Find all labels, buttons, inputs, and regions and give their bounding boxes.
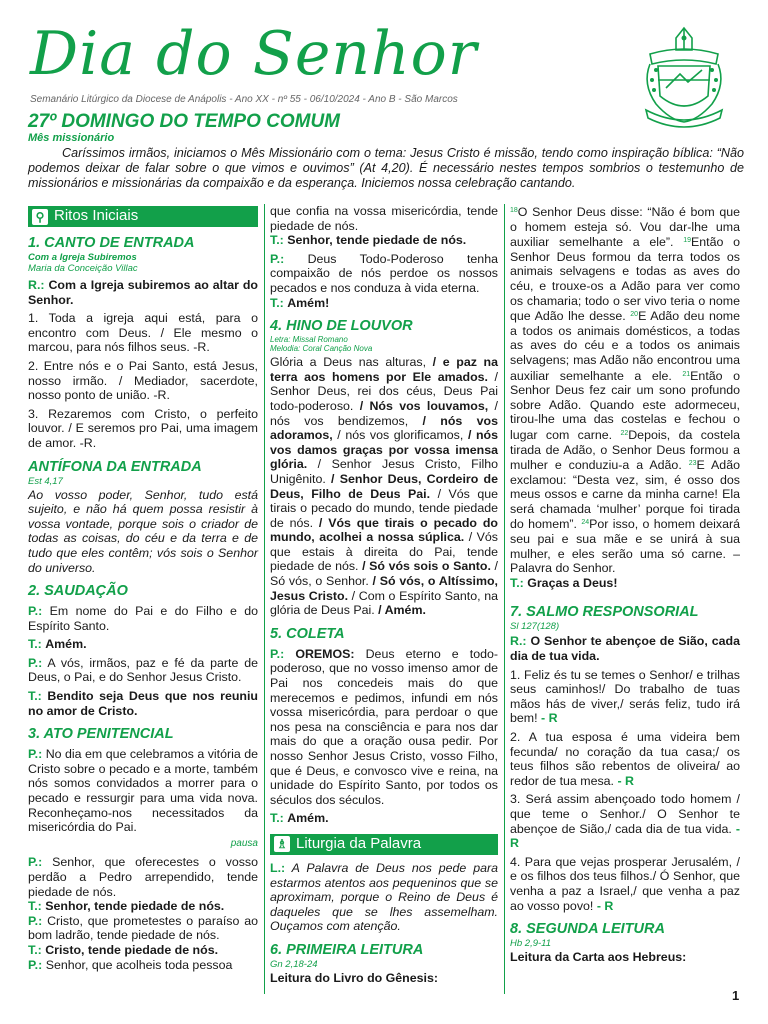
mes-missionario: Mês missionário [28,132,115,144]
intro-text: Caríssimos irmãos, iniciamos o Mês Missionário com o tema: Jesus Cristo é missão, tendo como inspiração bíblica: “Não podemos deixar de falar sobre o que vimos e ouvimos” (At 4,20). É necessário nestes tempos sombrios o testemunho de missionários e missionárias da compaixão e da esperança. Iniciemos nossa celebração cantando. [28,146,744,190]
hino-letra: Letra: Missal Romano [270,335,348,345]
stanza: 1. Toda a igreja aqui está, para o encontro com Deus. / Ele mesmo o marcou, para nós filhos seus. -R. [28,311,258,355]
stanza: 4. Para que vejas prosperar Jerusalém, / e os filhos dos teus filhos./ Ó Senhor, que venha a paz a Israel,/ que venha a paz ao vosso povo! - R [510,854,740,913]
primeira-ref: Gn 2,18-24 [270,958,318,970]
antifona-text: Ao vosso poder, Senhor, tudo está sujeito, e não há quem possa resistir à vossa vontade, porque sois o criador de todas as coisas, do céu e da terra e de tudo que eles contêm; vós sois o Senhor do universo. [28,487,258,575]
segunda-ref: Hb 2,9-11 [510,938,552,950]
section-band-ritos [28,206,258,227]
column-2 [270,204,498,986]
continued-text: que confia na vossa misericórdia, tende piedade de nós. [270,204,498,233]
column-1 [28,204,258,972]
heading-saudacao: 2. SAUDAÇÃO [28,583,128,600]
antifona-ref: Est 4,17 [28,475,63,487]
heading-antifona: ANTÍFONA DA ENTRADA [28,458,202,475]
dialogue-line: T.: Graças a Deus! [510,575,618,590]
dialogue-line: P.: No dia em que celebramos a vitória de Cristo sobre o pecado e a morte, também nós somos convidados a morrer para o pecado e ressurgir para uma vida nova. Reconheçamo-nos necessitados da misericórdia do Pai. [28,747,258,835]
reading-figure-icon: ♗ [274,836,290,852]
sunday-title: 27º DOMINGO DO TEMPO COMUM [28,111,341,132]
dialogue-line: T.: Cristo, tende piedade de nós. [28,942,219,957]
column-3 [510,204,740,965]
dialogue-line: T.: Amém. [270,811,329,826]
stanza: 2. A tua esposa é uma videira bem fecunda/ no coração da tua casa;/ os teus filhos são rebentos de oliveira/ ao redor de tua mesa. - R [510,730,740,788]
stanza: 2. Entre nós e o Pai Santo, está Jesus, nosso irmão. / Mediador, sacerdote, nosso ponto de união. -R. [28,358,258,403]
heading-segunda-leitura: 8. SEGUNDA LEITURA [510,921,665,938]
reading-text: $^{18}$O Senhor Deus disse: “Não é bom que o homem esteja só. Vou dar-lhe uma auxiliar semelhante a ele”. $^{19}$Então o Senhor Deus formou da terra todos os animais selvagens e todas as aves do céu, e trouxe-os a Adão para ver como os chamaria; todo o ser vivo teria o nome que Adão lhe desse. $^{20}$E Adão deu nome a todos os animais domésticos, a todas as aves do céu e a todos os animais selvagens; mas Adão não encontrou uma auxiliar semelhante a ele. $^{21}$Então o Senhor Deus fez cair um sono profundo sobre Adão. Quando este adormeceu, tirou-lhe uma das costelas e fechou o lugar com carne. $^{22}$Depois, da costela tirada de Adão, o Senhor Deus formou a mulher e conduziu-a a Adão. $^{23}$E Adão exclamou: “Desta vez, sim, é osso dos meus ossos e carne da minha carne! Ela será chamada ‘mulher’ porque foi tirada do homem”. $^{24}$Por isso, o homem deixará seu pai e sua mãe e se unirá à sua mulher, e eles serão uma só carne. – Palavra do Senhor. [510,205,740,576]
dialogue-line: T.: Senhor, tende piedade de nós. [270,233,467,248]
heading-primeira-leitura: 6. PRIMEIRA LEITURA [270,941,424,958]
masthead-title: Dia do Senhor [30,19,478,89]
dialogue-line: T.: Senhor, tende piedade de nós. [28,899,225,914]
band-label: Liturgia da Palavra [296,835,422,853]
header-block [28,112,744,191]
hino-text: Glória a Deus nas alturas, / e paz na terra aos homens por Ele amados. / Senhor Deus, rei dos céus, Deus Pai todo-poderoso. / Nós vos louvamos, / nós vos bendizemos, / nós vos adoramos, / nós vos glorificamos, / nós vos damos graças por vossa imensa glória. / Senhor Jesus Cristo, Filho Unigênito. / Senhor Deus, Cordeiro de Deus, Filho de Deus Pai. / Vós que tirais o pecado do mundo, tende piedade de nós. / Vós que tirais o pecado do mundo, acolhei a nossa súplica. / Vós que estais à direita do Pai, tende piedade de nós. / Só vós sois o Santo. / Só vós, o Senhor. / Só vós, o Altíssimo, Jesus Cristo. / Com o Espírito Santo, na glória de Deus Pai. / Amém. [270,355,499,618]
stanza: 1. Feliz és tu se temes o Senhor/ e trilhas seus caminhos!/ Do trabalho de tuas mãos hás de viver,/ serás feliz, tudo irá bem! - R [510,667,740,726]
stanza: 3. Será assim abençoado todo homem / que teme o Senhor./ O Senhor te abençoe de Sião,/ cada dia de tua vida. - R [510,792,740,851]
band-label: Ritos Iniciais [54,207,139,225]
masthead-subtitle: Semanário Litúrgico da Diocese de Anápolis - Ano XX - nº 55 - 06/10/2024 - Ano B - São Marcos [30,94,458,105]
pausa-note: pausa [230,837,258,849]
stanza: 3. Rezaremos com Cristo, o perfeito louvor. / E seremos pro Pai, uma imagem de amor. -R. [28,406,258,450]
leitor-intro: L.: A Palavra de Deus nos pede para estarmos atentos aos pequeninos que se aproximam, porque o Reino de Deus é daqueles que se lhes assemelham. Ouçamos com atenção. [270,860,498,934]
dialogue-line: P.: Cristo, que prometestes o paraíso ao bom ladrão, tende piedade de nós. [28,913,258,943]
dialogue-line: T.: Amém! [270,295,330,310]
heading-ato-penitencial: 3. ATO PENITENCIAL [28,726,174,743]
segunda-title: Leitura da Carta aos Hebreus: [510,950,687,965]
heading-salmo: 7. SALMO RESPONSORIAL [510,604,699,621]
hino-melodia: Melodia: Coral Canção Nova [270,344,373,354]
standing-figure-icon: ⚲ [32,209,48,225]
dialogue-line: P.: Em nome do Pai e do Filho e do Espírito Santo. [28,604,259,633]
salmo-ref: Sl 127(128) [510,621,560,633]
coleta-text: P.: OREMOS: Deus eterno e todo-poderoso, que no vosso imenso amor de Pai nos concedeis mais do que merecemos e pedimos, infundi em nós vossa misericórdia, para perdoar o que nos pesa na consciência e para nos dar mais do que a oração ousa pedir. Por nosso Senhor Jesus Cristo, vosso Filho, que é Deus, e convosco vive e reina, na unidade do Espírito Santo, por todos os séculos dos séculos. [270,646,498,807]
heading-coleta: 5. COLETA [270,625,345,642]
dialogue-line: T.: Bendito seja Deus que nos reuniu no amor de Cristo. [28,689,258,718]
dialogue-line: P.: A vós, irmãos, paz e fé da parte de Deus, o Pai, e do Senhor Jesus Cristo. [28,655,258,685]
page-number: 1 [732,988,740,1003]
heading-canto-entrada: 1. CANTO DE ENTRADA [28,235,195,251]
salmo-refrain: R.: O Senhor te abençoe de Sião, cada dia de tua vida. [510,634,740,664]
song-title: Com a Igreja Subiremos [28,252,137,263]
song-author: Maria da Conceição Villac [28,263,138,274]
refrain: R.: Com a Igreja subiremos ao altar do Senhor. [28,278,258,307]
primeira-title: Leitura do Livro do Gênesis: [270,970,438,985]
dialogue-line: T.: Amém. [28,637,87,652]
dialogue-line: P.: Senhor, que acolheis toda pessoa [28,957,233,972]
column-divider [264,204,265,994]
masthead [30,12,650,112]
dialogue-line: P.: Deus Todo-Poderoso tenha compaixão de nós perdoe os nossos pecados e nos conduza à vida eterna. [270,251,498,295]
column-divider [504,204,505,994]
section-band-liturgia [270,834,498,855]
heading-hino: 4. HINO DE LOUVOR [270,318,413,335]
dialogue-line: P.: Senhor, que oferecestes o vosso perdão a Pedro arrependido, tende piedade de nós. [28,855,258,899]
